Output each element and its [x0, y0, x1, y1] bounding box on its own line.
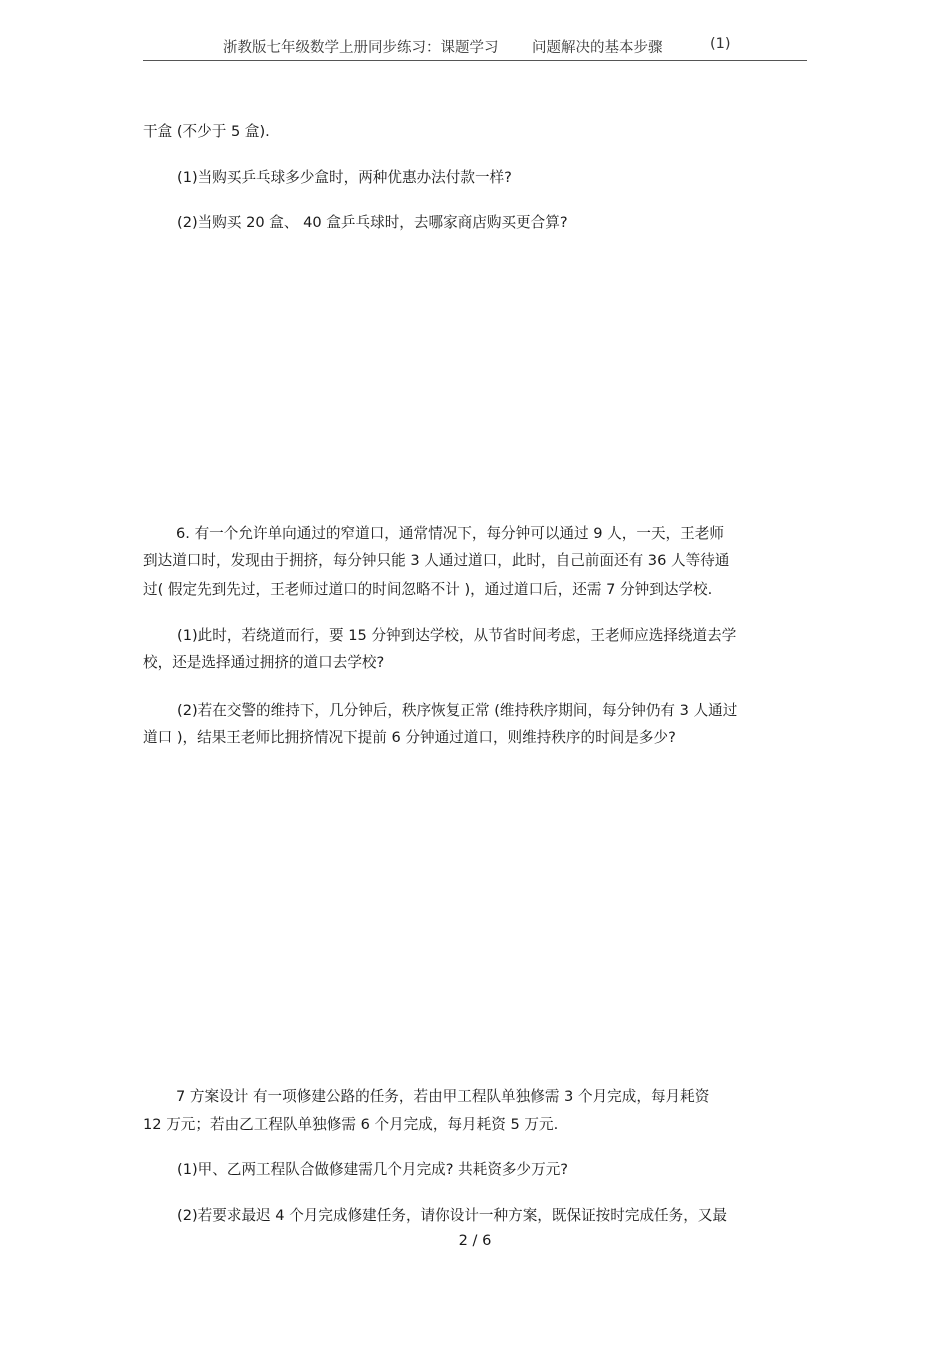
text-line: 12 万元；若由乙工程队单独修需 6 个月完成，每月耗资 5 万元. — [143, 1116, 559, 1133]
header-title: 浙教版七年级数学上册同步练习：课题学习 — [223, 40, 499, 56]
text-line: 干盒 (不少于 5 盒). — [143, 123, 270, 140]
header-subtitle: 问题解决的基本步骤 — [532, 40, 663, 56]
text-line: 过( 假定先到先过，王老师过道口的时间忽略不计 )，通过道口后，还需 7 分钟到达学校. — [143, 581, 713, 598]
text-line: (1)此时，若绕道而行，要 15 分钟到达学校，从节省时间考虑，王老师应选择绕道去学 — [177, 627, 737, 644]
header-number: (1) — [710, 36, 731, 52]
text-line: (1)甲、乙两工程队合做修建需几个月完成? 共耗资多少万元? — [177, 1161, 569, 1178]
text-line: 到达道口时，发现由于拥挤，每分钟只能 3 人通过道口，此时，自己前面还有 36 人等待通 — [143, 552, 730, 569]
text-line: (2)若要求最迟 4 个月完成修建任务，请你设计一种方案，既保证按时完成任务，又最 — [177, 1207, 728, 1224]
text-line: 7 方案设计 有一项修建公路的任务，若由甲工程队单独修需 3 个月完成，每月耗资 — [176, 1088, 710, 1105]
text-line: 6. 有一个允许单向通过的窄道口，通常情况下，每分钟可以通过 9 人，一天，王老师 — [176, 525, 724, 542]
text-line: 校，还是选择通过拥挤的道口去学校? — [143, 654, 385, 671]
page-header — [143, 34, 807, 61]
text-line: (1)当购买乒乓球多少盒时，两种优惠办法付款一样? — [177, 169, 512, 186]
page-number: 2 / 6 — [458, 1232, 492, 1249]
text-line: (2)若在交警的维持下，几分钟后，秩序恢复正常 (维持秩序期间，每分钟仍有 3 人通过 — [177, 702, 738, 719]
text-line: 道口 )，结果王老师比拥挤情况下提前 6 分钟通过道口，则维持秩序的时间是多少? — [143, 729, 676, 746]
text-line: (2)当购买 20 盒、 40 盒乒乓球时，去哪家商店购买更合算? — [177, 214, 568, 231]
